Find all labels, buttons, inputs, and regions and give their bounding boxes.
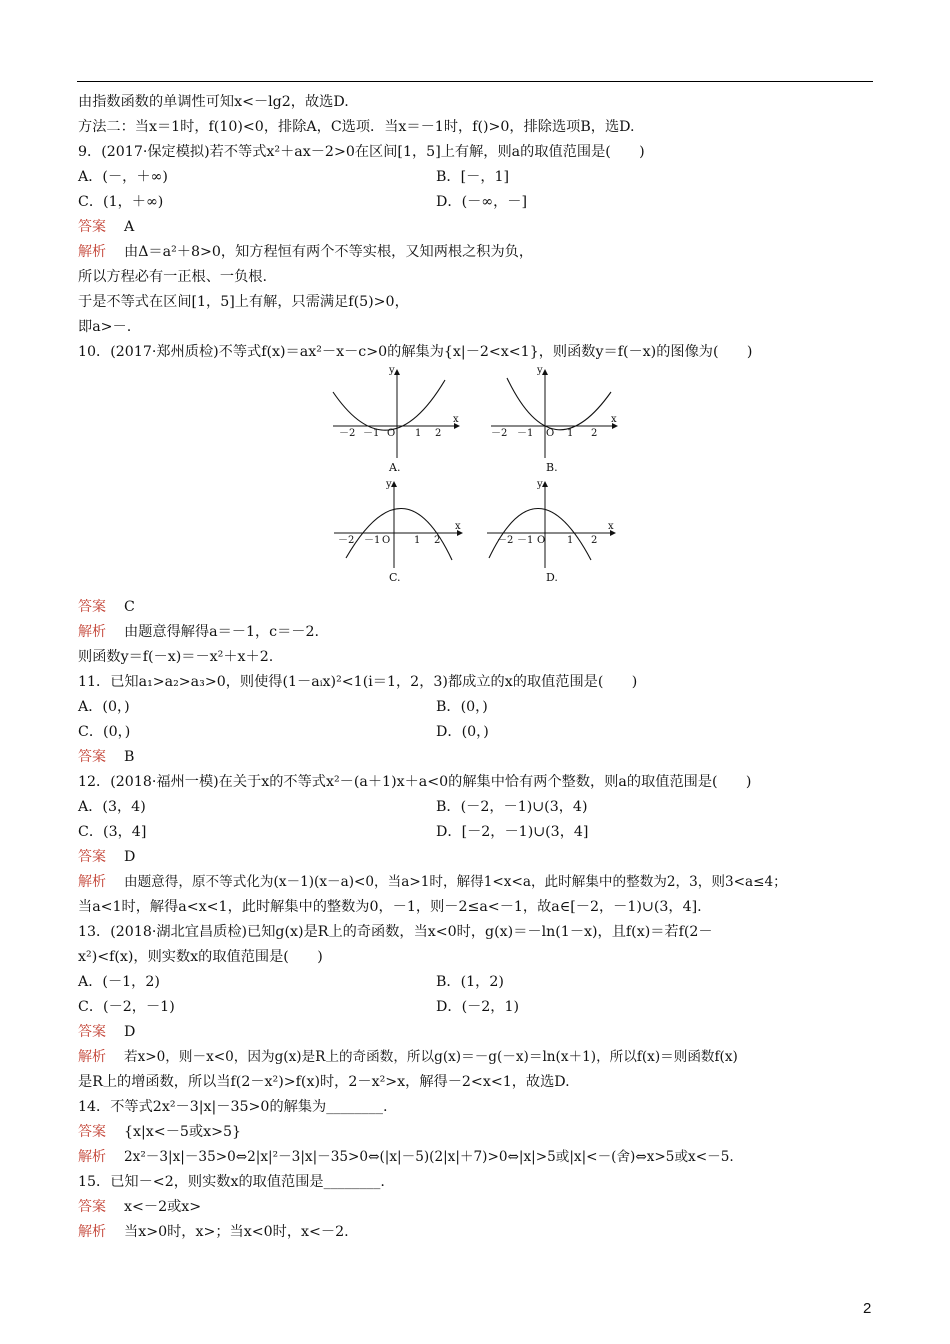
- option-b: B．(1，2): [436, 974, 504, 990]
- analysis-line: [78, 873, 787, 891]
- x-axis-label: x: [455, 521, 461, 532]
- tick-label: 1: [567, 535, 574, 546]
- origin-label: O: [387, 428, 396, 439]
- answer-line: [78, 848, 135, 866]
- question-11: 11．已知a₁>a₂>a₃>0，则使得(1－aᵢx)²<1(i＝1，2，3)都成立的x的取值范围是( ): [78, 674, 638, 690]
- analysis-text: 由Δ＝a²＋8>0，知方程恒有两个不等实根，又知两根之积为负，: [124, 244, 534, 260]
- graph-b: [483, 364, 623, 460]
- tick-label: －1: [517, 535, 534, 546]
- option-a: A．(－，＋∞): [78, 169, 168, 185]
- question-15: 15．已知－<2，则实数x的取值范围是________.: [78, 1174, 385, 1190]
- tick-label: 2: [435, 428, 442, 439]
- analysis-label: 解析: [78, 1224, 106, 1240]
- option-d: D．(0，): [436, 724, 489, 740]
- tick-label: 2: [591, 535, 598, 546]
- origin-label: O: [537, 535, 546, 546]
- y-axis-label: y: [537, 479, 543, 490]
- analysis-line: [78, 1223, 349, 1241]
- question-13: 13．(2018·湖北宜昌质检)已知g(x)是R上的奇函数，当x<0时，g(x)＝－ln(1－x)，且f(x)＝若f(2－: [78, 924, 713, 940]
- analysis-text: 当x>0时，x>；当x<0时，x<－2.: [124, 1224, 349, 1240]
- page-number: 2: [863, 1300, 872, 1317]
- text-line: 由指数函数的单调性可知x<－lg2，故选D.: [78, 94, 349, 110]
- text-line: x²)<f(x)，则实数x的取值范围是( ): [78, 949, 323, 965]
- answer-value: D: [124, 1024, 136, 1040]
- question-10: 10．(2017·郑州质检)不等式f(x)＝ax²－x－c>0的解集为{x|－2<x<1}，则函数y＝f(－x)的图像为( ): [78, 344, 753, 360]
- analysis-line: [78, 623, 319, 641]
- answer-label: 答案: [78, 1024, 106, 1040]
- answer-label: 答案: [78, 599, 106, 615]
- graph-a: [325, 364, 465, 460]
- tick-label: 1: [414, 535, 421, 546]
- x-axis-label: x: [608, 521, 614, 532]
- option-d: D．(－∞，－]: [436, 194, 528, 210]
- y-axis-label: y: [537, 365, 543, 376]
- analysis-line: [78, 243, 533, 261]
- tick-label: －1: [517, 428, 534, 439]
- analysis-label: 解析: [78, 1149, 106, 1165]
- option-c: C．(1，＋∞): [78, 194, 164, 210]
- question-12: 12．(2018·福州一模)在关于x的不等式x²－(a＋1)x＋a<0的解集中恰有两个整数，则a的取值范围是( ): [78, 774, 752, 790]
- option-a: A．(－1，2): [78, 974, 160, 990]
- answer-line: [78, 598, 135, 616]
- header-rule: [77, 81, 873, 82]
- question-9: 9．(2017·保定模拟)若不等式x²＋ax－2>0在区间[1，5]上有解，则a的取值范围是( ): [78, 144, 645, 160]
- graph-label: C.: [389, 571, 401, 584]
- graph-d: [483, 478, 623, 570]
- y-axis-label: y: [386, 479, 392, 490]
- graph-label: D.: [546, 571, 558, 584]
- answer-label: 答案: [78, 749, 106, 765]
- graph-c: [330, 478, 470, 570]
- analysis-line: [78, 1148, 734, 1166]
- analysis-line: [78, 1048, 738, 1066]
- tick-label: －2: [338, 535, 355, 546]
- curve: [507, 378, 611, 430]
- tick-label: －2: [339, 428, 356, 439]
- answer-line: [78, 748, 134, 766]
- analysis-label: 解析: [78, 1049, 106, 1065]
- text-line: 所以方程必有一正根、一负根.: [78, 269, 267, 285]
- tick-label: 2: [434, 535, 441, 546]
- tick-label: 2: [591, 428, 598, 439]
- analysis-text: 由题意得，原不等式化为(x－1)(x－a)<0，当a>1时，解得1<x<a，此时解集中的整数为2，3，则3<a≤4；: [124, 874, 787, 890]
- answer-label: 答案: [78, 1124, 106, 1140]
- answer-label: 答案: [78, 849, 106, 865]
- tick-label: －1: [364, 535, 381, 546]
- answer-value: C: [124, 599, 135, 615]
- text-line: 即a>－.: [78, 319, 132, 335]
- text-line: 方法二：当x＝1时，f(10)<0，排除A，C选项．当x＝－1时，f()>0，排除选项B，选D.: [78, 119, 635, 135]
- answer-line: [78, 1023, 135, 1041]
- graph-label: A.: [389, 461, 401, 474]
- curve: [333, 380, 445, 430]
- option-a: A．(0，): [78, 699, 130, 715]
- answer-line: [78, 218, 134, 236]
- tick-label: －2: [497, 535, 514, 546]
- graph-label: B.: [546, 461, 558, 474]
- answer-value: B: [124, 749, 135, 765]
- option-d: D．[－2，－1)∪(3，4]: [436, 824, 589, 840]
- answer-label: 答案: [78, 1199, 106, 1215]
- answer-label: 答案: [78, 219, 106, 235]
- tick-label: －1: [363, 428, 380, 439]
- analysis-label: 解析: [78, 874, 106, 890]
- answer-line: [78, 1123, 241, 1141]
- answer-line: [78, 1198, 201, 1216]
- option-b: B．[－，1]: [436, 169, 510, 185]
- option-c: C．(3，4]: [78, 824, 147, 840]
- answer-value: {x|x<－5或x>5}: [124, 1124, 242, 1140]
- text-line: 是R上的增函数，所以当f(2－x²)>f(x)时，2－x²>x，解得－2<x<1，故选D.: [78, 1074, 570, 1090]
- analysis-text: 2x²－3|x|－35>0⇔2|x|²－3|x|－35>0⇔(|x|－5)(2|x|＋7)>0⇔|x|>5或|x|<－(舍)⇔x>5或x<－5.: [124, 1149, 734, 1165]
- text-line: 于是不等式在区间[1，5]上有解，只需满足f(5)>0，: [78, 294, 409, 310]
- y-axis-label: y: [389, 365, 395, 376]
- option-b: B．(0，): [436, 699, 488, 715]
- text-line: 则函数y＝f(－x)＝－x²＋x＋2.: [78, 649, 274, 665]
- option-c: C．(－2，－1): [78, 999, 175, 1015]
- analysis-label: 解析: [78, 624, 106, 640]
- question-14: 14．不等式2x²－3|x|－35>0的解集为________.: [78, 1099, 388, 1115]
- origin-label: O: [382, 535, 391, 546]
- analysis-text: 由题意得解得a＝－1，c＝－2.: [124, 624, 320, 640]
- answer-value: x<－2或x>: [124, 1199, 202, 1215]
- analysis-label: 解析: [78, 244, 106, 260]
- option-a: A．(3，4): [78, 799, 146, 815]
- tick-label: 1: [567, 428, 574, 439]
- answer-value: D: [124, 849, 136, 865]
- x-axis-label: x: [453, 414, 459, 425]
- tick-label: 1: [415, 428, 422, 439]
- tick-label: －2: [491, 428, 508, 439]
- option-c: C．(0，): [78, 724, 131, 740]
- answer-value: A: [124, 219, 135, 235]
- option-d: D．(－2，1): [436, 999, 520, 1015]
- origin-label: O: [546, 428, 555, 439]
- x-axis-label: x: [611, 414, 617, 425]
- text-line: 当a<1时，解得a<x<1，此时解集中的整数为0，－1，则－2≤a<－1，故a∈[－2，－1)∪(3，4].: [78, 899, 702, 915]
- option-b: B．(－2，－1)∪(3，4): [436, 799, 588, 815]
- analysis-text: 若x>0，则－x<0，因为g(x)是R上的奇函数，所以g(x)＝－g(－x)＝ln(x＋1)，所以f(x)＝则函数f(x): [124, 1049, 738, 1065]
